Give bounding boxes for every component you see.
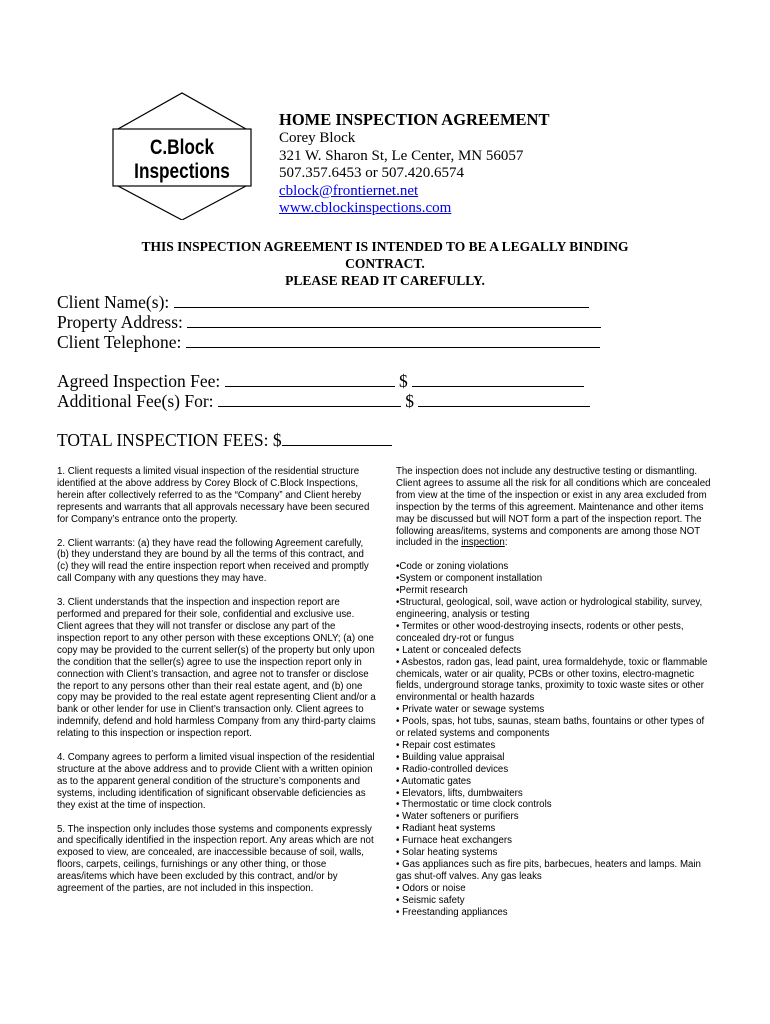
notice-line-2: CONTRACT. — [345, 256, 425, 271]
list-item: • Freestanding appliances — [396, 906, 508, 918]
additional-fees-row — [57, 391, 590, 411]
exclusions-intro-end: : — [504, 537, 508, 549]
additional-fees-amount-blank[interactable] — [418, 391, 590, 407]
terms-right-column — [396, 466, 712, 919]
agreed-fee-amount-blank[interactable] — [412, 371, 584, 387]
total-fees-label: TOTAL INSPECTION FEES: $ — [57, 430, 282, 450]
total-fees-blank[interactable] — [282, 430, 392, 446]
additional-fees-description-blank[interactable] — [218, 391, 401, 407]
notice-line-3: PLEASE READ IT CAREFULLY. — [285, 273, 485, 288]
exclusions-intro — [396, 466, 712, 549]
list-item: •Structural, geological, soil, wave action or hydrological stability, survey, engineering, analysis or testing — [396, 597, 703, 620]
term-paragraph-5: 5. The inspection only includes those systems and components expressly and specifically identified in the inspection report. Any areas which are not exposed to view, are concealed, are inaccessible because of soil, walls, floors, carpets, ceilings, furnishings or any other thing, or those areas/items which have been excluded by this contract, and/or by agreement of the parties, are not included in this inspection. — [57, 823, 374, 895]
agreement-title: HOME INSPECTION AGREEMENT — [279, 110, 550, 129]
list-item: • Water softeners or purifiers — [396, 811, 519, 823]
email-link[interactable]: cblock@frontiernet.net — [279, 182, 419, 199]
property-address-row — [57, 312, 601, 332]
terms-left-column — [57, 466, 377, 907]
property-address-label: Property Address: — [57, 312, 183, 332]
inspection-link[interactable]: inspection — [461, 537, 505, 549]
list-item: • Termites or other wood-destroying insects, rodents or other pests, concealed dry-rot or fungus — [396, 620, 684, 644]
list-item: • Private water or sewage systems — [396, 704, 545, 716]
company-logo — [110, 92, 254, 220]
list-item: • Latent or concealed defects — [396, 644, 522, 656]
list-item: • Radiant heat systems — [396, 823, 496, 835]
client-telephone-row — [57, 332, 600, 352]
client-names-row — [57, 292, 589, 312]
list-item: • Gas appliances such as fire pits, barbecues, heaters and lamps. Main gas shut-off valves. Any gas leaks — [396, 859, 701, 882]
exclusions-list — [396, 561, 712, 918]
list-item: • Furnace heat exchangers — [396, 835, 512, 847]
list-item: •System or component installation — [396, 573, 543, 585]
term-paragraph-2: 2. Client warrants: (a) they have read the following Agreement carefully, (b) they understand they are bound by all the terms of this contract, and (c) they will read the entire inspection report when received and promptly call Company with any questions they may have. — [57, 537, 369, 585]
additional-fees-label: Additional Fee(s) For: — [57, 391, 214, 411]
client-telephone-blank[interactable] — [186, 332, 600, 348]
list-item: • Odors or noise — [396, 882, 466, 894]
term-paragraph-4: 4. Company agrees to perform a limited visual inspection of the residential structure at the above address and to provide Client with a written opinion as to the apparent general condition of the structure’s components and systems, including identification of significant observable deficiencies as they exist at the time of inspection. — [57, 752, 375, 811]
logo-diamond-graphic — [110, 92, 254, 220]
term-paragraph-3: 3. Client understands that the inspection and inspection report are performed and prepared for their sole, confidential and exclusive use. Client agrees that they will not transfer or disclose any part of the inspection report to any other person with these exceptions ONLY; (a) one copy may be provided to the current seller(s) of the property but only upon the condition that the seller(s) agree to use the inspection report only in connection with Client’s transaction, and agree not to transfer or disclose the report to any persons other than their real estate agent, and (b) one copy may be provided to the real estate agent representing Client and/or a bank or other lender for use in Client’s transaction only. Client agrees to indemnify, defend and hold harmless Company from any third-party claims relating to this inspection or inspection report. — [57, 597, 376, 740]
agreed-fee-dollar: $ — [399, 371, 408, 391]
additional-fees-dollar: $ — [405, 391, 415, 411]
list-item: •Permit research — [396, 585, 468, 597]
property-address-blank[interactable] — [187, 312, 601, 328]
list-item: • Radio-controlled devices — [396, 763, 509, 775]
list-item: •Code or zoning violations — [396, 561, 509, 573]
term-paragraph-1: 1. Client requests a limited visual inspection of the residential structure identified at the above address by Corey Block of C.Block Inspections, herein after collectively referred to as the “Company” and Client hereby represents and warrants that all approvals necessary have been secured for Company’s entrance onto the property. — [57, 466, 370, 525]
list-item: • Building value appraisal — [396, 751, 505, 763]
list-item: • Solar heating systems — [396, 847, 498, 859]
company-address: 321 W. Sharon St, Le Center, MN 56057 — [279, 147, 524, 164]
total-fees-row — [57, 430, 392, 450]
agreed-fee-label: Agreed Inspection Fee: — [57, 371, 221, 391]
list-item: • Thermostatic or time clock controls — [396, 799, 552, 811]
list-item: • Pools, spas, hot tubs, saunas, steam baths, fountains or other types of or related systems and components — [396, 716, 705, 740]
agreed-fee-row — [57, 371, 584, 391]
website-link[interactable]: www.cblockinspections.com — [279, 200, 452, 216]
list-item: • Seismic safety — [396, 894, 465, 906]
inspector-name: Corey Block — [279, 130, 356, 146]
client-names-blank[interactable] — [174, 292, 589, 308]
list-item: • Automatic gates — [396, 775, 472, 787]
logo-line-1: C.Block — [149, 136, 215, 160]
client-names-label: Client Name(s): — [57, 292, 170, 312]
company-header — [279, 110, 699, 218]
list-item: • Elevators, lifts, dumbwaiters — [396, 787, 523, 799]
notice-line-1: THIS INSPECTION AGREEMENT IS INTENDED TO BE A LEGALLY BINDING — [141, 239, 629, 254]
list-item: • Asbestos, radon gas, lead paint, urea formaldehyde, toxic or flammable chemicals, water or air quality, PCBs or other toxins, electro-magnetic fields, underground storage tanks, proximity to toxic waste sites or other environmental or health hazards — [396, 656, 708, 704]
legal-notice — [100, 238, 670, 289]
list-item: • Repair cost estimates — [396, 739, 496, 751]
logo-line-2: Inspections — [134, 160, 230, 184]
exclusions-intro-text: The inspection does not include any destructive testing or dismantling. Client agrees to assume all the risk for all conditions which are concealed from view at the time of the inspection or exist in any area excluded from inspection by the terms of this agreement. Maintenance and other items may be discussed but will NOT form a part of the inspection report. The following areas/items, systems and components are among those NOT included in the — [396, 466, 711, 549]
agreed-fee-description-blank[interactable] — [225, 371, 395, 387]
company-phones: 507.357.6453 or 507.420.6574 — [279, 165, 464, 181]
client-telephone-label: Client Telephone: — [57, 332, 182, 352]
